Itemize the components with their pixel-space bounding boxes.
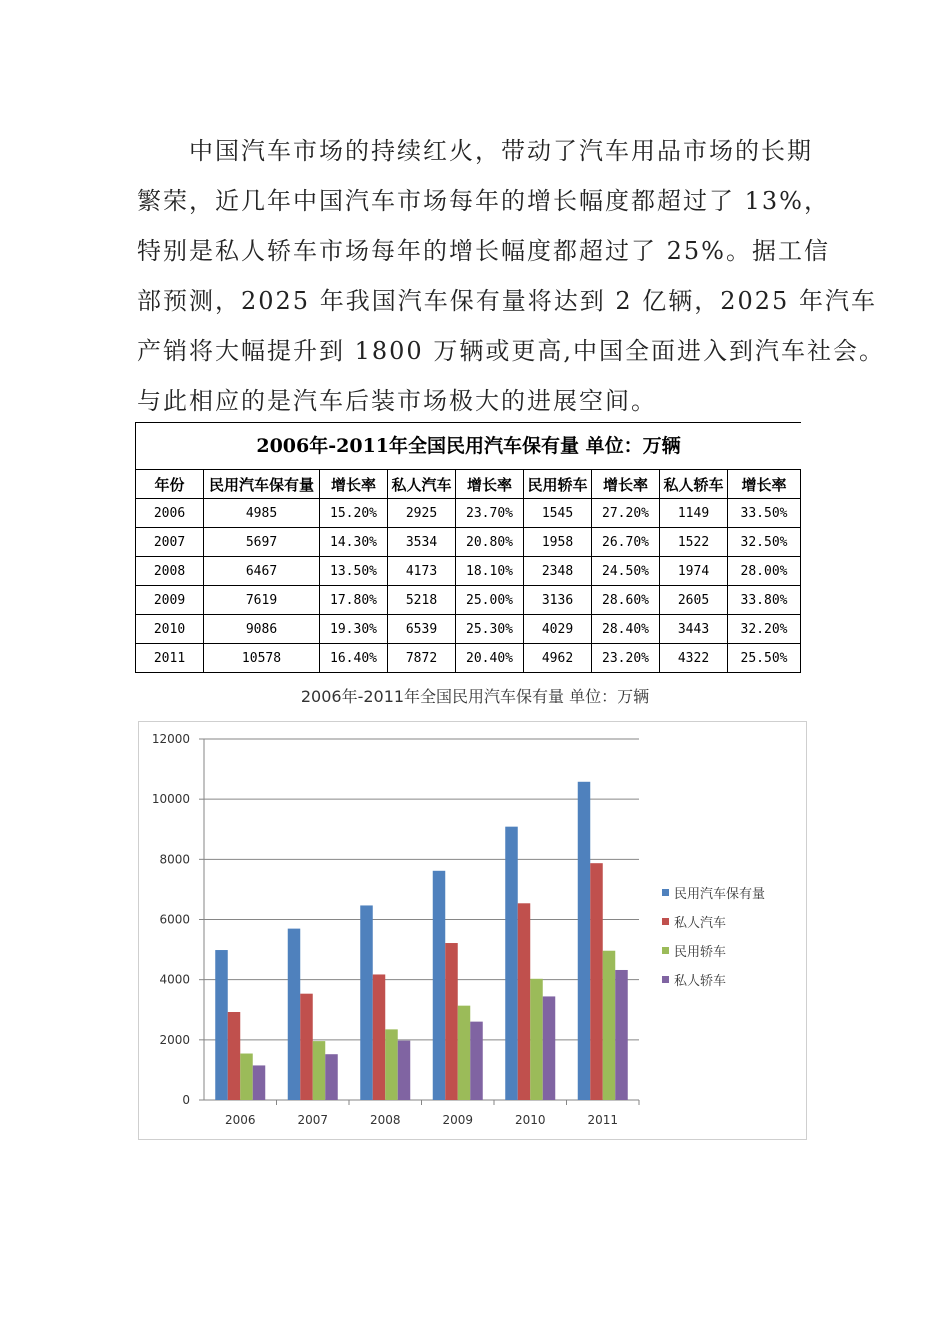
bar [470, 1022, 483, 1100]
table-cell: 26.70% [592, 528, 660, 557]
table-row [136, 499, 801, 528]
table-cell: 10578 [204, 644, 320, 673]
table-cell: 1522 [660, 528, 728, 557]
table-cell: 19.30% [320, 615, 388, 644]
legend-swatch [662, 918, 669, 925]
table-cell: 4322 [660, 644, 728, 673]
table-cell: 1149 [660, 499, 728, 528]
x-tick-label: 2008 [369, 1113, 401, 1127]
table-cell: 20.40% [456, 644, 524, 673]
bar [615, 970, 628, 1100]
header-civil-vehicles: 民用汽车保有量 [204, 470, 320, 499]
header-growth: 增长率 [592, 470, 660, 499]
bar [288, 929, 301, 1100]
header-private-cars: 私人轿车 [660, 470, 728, 499]
table-cell: 6467 [204, 557, 320, 586]
table-cell: 9086 [204, 615, 320, 644]
table-cell: 24.50% [592, 557, 660, 586]
table-cell: 25.00% [456, 586, 524, 615]
header-growth: 增长率 [320, 470, 388, 499]
table-cell: 7872 [388, 644, 456, 673]
paragraph-line: 部预测，2025 年我国汽车保有量将达到 2 亿辆，2025 年汽车 [137, 287, 877, 315]
table-row [136, 615, 801, 644]
table-cell: 25.50% [728, 644, 801, 673]
y-tick-label: 12000 [151, 732, 190, 746]
table-cell: 3443 [660, 615, 728, 644]
table-cell: 33.80% [728, 586, 801, 615]
bar [518, 903, 531, 1100]
bar [240, 1054, 253, 1100]
bar [373, 974, 386, 1100]
bar [313, 1041, 326, 1100]
table-cell: 7619 [204, 586, 320, 615]
bar [530, 979, 543, 1100]
table-title: 2006年-2011年全国民用汽车保有量 单位：万辆 [135, 422, 801, 469]
table-cell: 2348 [524, 557, 592, 586]
table-cell: 23.20% [592, 644, 660, 673]
y-tick-label: 2000 [159, 1032, 190, 1047]
table-cell: 1974 [660, 557, 728, 586]
table-cell-year: 2009 [136, 586, 204, 615]
table-cell: 3136 [524, 586, 592, 615]
table-cell-year: 2011 [136, 644, 204, 673]
paragraph-line: 特别是私人轿车市场每年的增长幅度都超过了 25%。据工信 [137, 237, 830, 265]
table-cell: 1545 [524, 499, 592, 528]
paragraph-line: 中国汽车市场的持续红火，带动了汽车用品市场的长期 [189, 137, 813, 165]
table-cell: 5697 [204, 528, 320, 557]
bar [360, 905, 373, 1100]
bar [385, 1029, 398, 1100]
header-growth: 增长率 [728, 470, 801, 499]
bar [325, 1054, 338, 1100]
bar [603, 951, 616, 1100]
table-cell: 27.20% [592, 499, 660, 528]
bar [300, 994, 313, 1100]
y-tick-label: 8000 [159, 852, 190, 867]
table-cell-year: 2006 [136, 499, 204, 528]
intro-paragraph [137, 126, 885, 426]
header-growth: 增长率 [456, 470, 524, 499]
paragraph-line: 繁荣，近几年中国汽车市场每年的增长幅度都超过了 13%， [137, 187, 830, 215]
table-header-row [136, 470, 801, 499]
legend-swatch [662, 947, 669, 954]
x-tick-label: 2006 [224, 1113, 256, 1127]
table-cell: 33.50% [728, 499, 801, 528]
table-cell: 32.20% [728, 615, 801, 644]
x-tick-label: 2007 [297, 1113, 329, 1127]
table-cell: 28.60% [592, 586, 660, 615]
table-cell: 2925 [388, 499, 456, 528]
table-row [136, 557, 801, 586]
vehicle-table-container [135, 422, 800, 673]
bar [590, 863, 603, 1100]
table-cell-year: 2007 [136, 528, 204, 557]
legend-swatch [662, 976, 669, 983]
bar [228, 1012, 241, 1100]
legend-label: 私人轿车 [674, 974, 727, 989]
table-cell: 28.40% [592, 615, 660, 644]
x-tick-label: 2010 [514, 1113, 546, 1127]
bar [433, 871, 446, 1100]
table-row [136, 528, 801, 557]
table-cell: 15.20% [320, 499, 388, 528]
bar [458, 1006, 471, 1100]
table-cell: 18.10% [456, 557, 524, 586]
bar [578, 782, 591, 1100]
legend-label: 私人汽车 [674, 916, 727, 931]
table-row [136, 644, 801, 673]
table-cell-year: 2008 [136, 557, 204, 586]
table-cell: 2605 [660, 586, 728, 615]
bar [398, 1041, 411, 1100]
table-cell: 4029 [524, 615, 592, 644]
header-year: 年份 [136, 470, 204, 499]
table-cell: 13.50% [320, 557, 388, 586]
table-cell: 4962 [524, 644, 592, 673]
table-cell: 25.30% [456, 615, 524, 644]
table-cell: 23.70% [456, 499, 524, 528]
table-cell: 32.50% [728, 528, 801, 557]
table-cell: 17.80% [320, 586, 388, 615]
table-cell: 4173 [388, 557, 456, 586]
bar [253, 1065, 266, 1100]
bar [445, 943, 458, 1100]
vehicle-ownership-table [135, 422, 801, 673]
table-row [136, 586, 801, 615]
paragraph-line: 产销将大幅提升到 1800 万辆或更高,中国全面进入到汽车社会。 [137, 337, 885, 365]
table-cell: 6539 [388, 615, 456, 644]
table-body [136, 499, 801, 673]
legend-label: 民用汽车保有量 [674, 887, 766, 902]
bar-chart [138, 721, 807, 1140]
chart-title: 2006年-2011年全国民用汽车保有量 单位：万辆 [300, 687, 650, 706]
table-cell: 4985 [204, 499, 320, 528]
header-private-vehicles: 私人汽车 [388, 470, 456, 499]
table-cell: 28.00% [728, 557, 801, 586]
legend-swatch [662, 889, 669, 896]
table-cell: 16.40% [320, 644, 388, 673]
y-tick-label: 4000 [159, 972, 190, 987]
x-tick-label: 2011 [587, 1113, 619, 1127]
bar [543, 996, 556, 1100]
table-cell: 14.30% [320, 528, 388, 557]
x-tick-label: 2009 [442, 1113, 474, 1127]
y-tick-label: 0 [182, 1093, 190, 1107]
y-tick-label: 10000 [151, 792, 190, 807]
table-cell: 3534 [388, 528, 456, 557]
table-cell: 5218 [388, 586, 456, 615]
bar [215, 950, 228, 1100]
table-cell-year: 2010 [136, 615, 204, 644]
header-civil-cars: 民用轿车 [524, 470, 592, 499]
paragraph-line: 与此相应的是汽车后装市场极大的进展空间。 [137, 387, 657, 415]
y-tick-label: 6000 [159, 912, 190, 927]
table-cell: 1958 [524, 528, 592, 557]
bar [505, 827, 518, 1100]
table-cell: 20.80% [456, 528, 524, 557]
legend-label: 民用轿车 [674, 945, 727, 960]
